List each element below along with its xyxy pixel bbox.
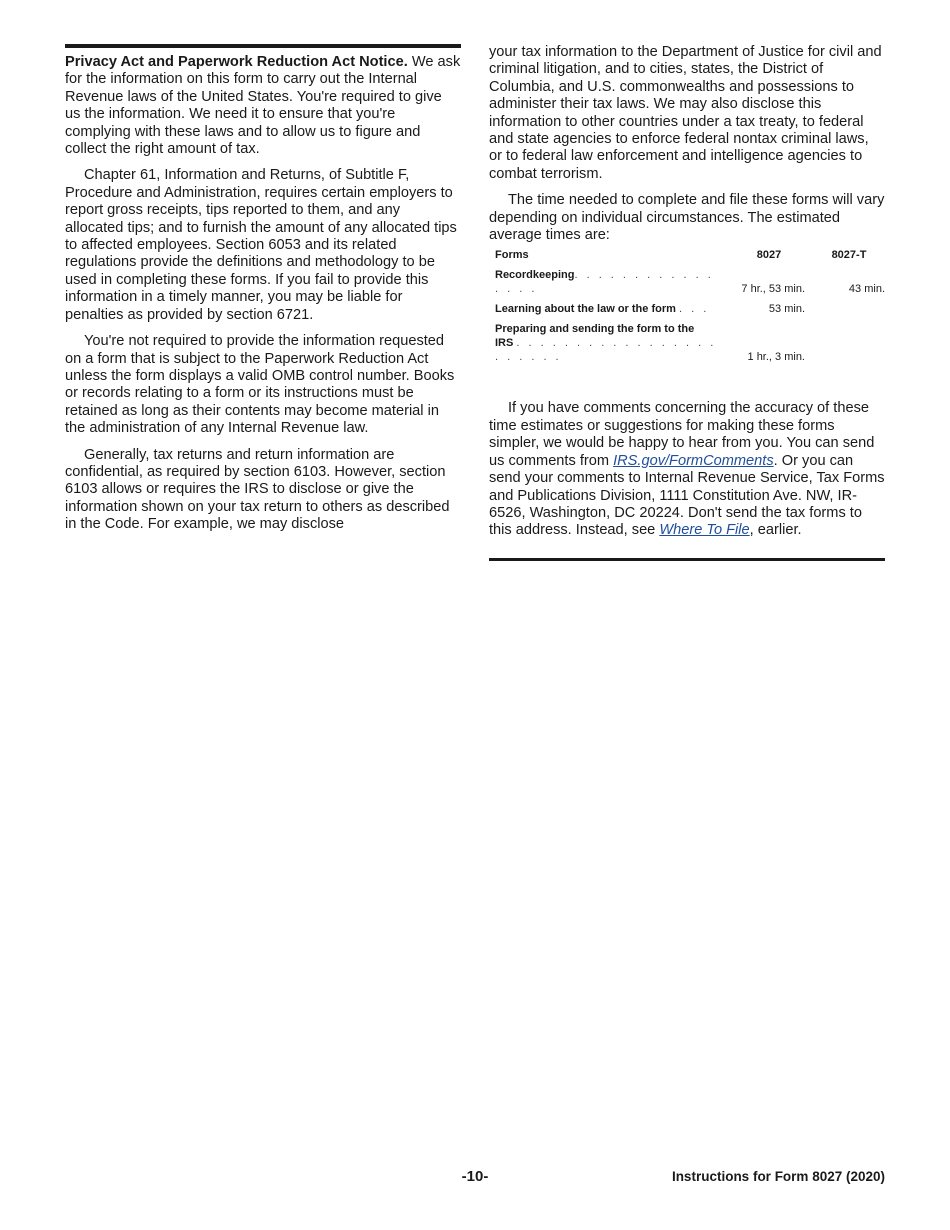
row-label: Learning about the law or the form . . . xyxy=(495,303,710,316)
table-row xyxy=(495,322,885,370)
page-number: -10- xyxy=(461,1168,489,1185)
row-value-8027t xyxy=(813,322,885,370)
table-header-8027: 8027 xyxy=(756,249,782,262)
row-value-8027: 53 min. xyxy=(768,303,805,316)
row-value-8027: 1 hr., 3 min. xyxy=(747,351,805,364)
section-heading: Privacy Act and Paperwork Reduction Act Notice. xyxy=(65,54,408,70)
table-row xyxy=(495,268,885,302)
leader-dots: . . . . . . . . . . . . . . . . xyxy=(495,269,714,296)
table-row xyxy=(495,302,885,322)
row-label: Recordkeeping. . . . . . . . . . . . . . . . xyxy=(495,269,714,296)
section-top-rule xyxy=(65,44,461,48)
left-column xyxy=(65,44,461,543)
leader-dots: . . . . . . . . . . . . . . . . . . . . . . . xyxy=(495,337,717,364)
comments-paragraph: If you have comments concerning the accuracy of these time estimates or suggestions for making these forms simpler, we would be happy to hear from you. You can send us comments from IRS.gov/FormComments. Or you can send your comments to Internal Revenue Service, Tax Forms and Publications Division, 1111 Constitution Ave. NW, IR-6526, Washington, DC 20224. Don't send the tax forms to this address. Instead, see Where To File, earlier. xyxy=(489,400,885,539)
right-column xyxy=(489,44,885,561)
row-label: Preparing and sending the form to the IRS . . . . . . . . . . . . . . . . . . . . . . . xyxy=(495,323,717,364)
paragraph-text: We ask for the information on this form to carry out the Internal Revenue laws of the United States. You're required to give us the information. We need it to ensure that you're complying with these laws and to allow us to figure and collect the right amount of tax. xyxy=(65,54,461,158)
disclosure-paragraph: your tax information to the Department of Justice for civil and criminal litigation, and to cities, states, the District of Columbia, and U.S. commonwealths and possessions to administer their tax laws. We may also disclose this information to other countries under a tax treaty, to federal and state agencies to enforce federal nontax criminal laws, or to federal law enforcement and intelligence agencies to combat terrorism. xyxy=(489,44,882,182)
privacy-notice-paragraph xyxy=(65,54,461,158)
form-comments-link[interactable]: IRS.gov/FormComments xyxy=(613,452,774,469)
omb-paragraph: You're not required to provide the information requested on a form that is subject to the Paperwork Reduction Act unless the form displays a valid OMB control number. Books or records relating to a form or its instructions must be retained as long as their contents may become material in the administration of any Internal Revenue law. xyxy=(65,333,455,437)
leader-dots: . . . xyxy=(678,303,710,316)
document-title: Instructions for Form 8027 (2020) xyxy=(671,1169,885,1184)
row-value-8027t xyxy=(813,302,885,322)
section-bottom-rule xyxy=(489,558,885,561)
row-value-8027: 7 hr., 53 min. xyxy=(741,283,805,296)
table-header-8027t: 8027-T xyxy=(831,249,867,262)
table-header-forms: Forms xyxy=(495,249,529,262)
time-estimate-paragraph: The time needed to complete and file these forms will vary depending on individual circumstances. The estimated average times are: xyxy=(489,192,885,244)
chapter-61-paragraph: Chapter 61, Information and Returns, of Subtitle F, Procedure and Administration, requires certain employers to report gross receipts, tips reported to them, and any allocated tips; and to furnish the amount of any allocated tips to affected employees. Section 6053 and its related regulations provide the definitions and methodology to be used in completing these forms. If you fail to provide this information in a timely manner, you may be liable for penalties as provided by section 6721. xyxy=(65,167,457,323)
row-value-8027t: 43 min. xyxy=(848,283,885,296)
table-header-row xyxy=(495,248,885,268)
where-to-file-link[interactable]: Where To File xyxy=(659,522,750,539)
confidentiality-paragraph: Generally, tax returns and return information are confidential, as required by section 6103. However, section 6103 allows or requires the IRS to disclose or give the information shown on your tax return to others as described in the Code. For example, we may disclose xyxy=(65,446,450,533)
time-estimates-table xyxy=(495,248,885,370)
